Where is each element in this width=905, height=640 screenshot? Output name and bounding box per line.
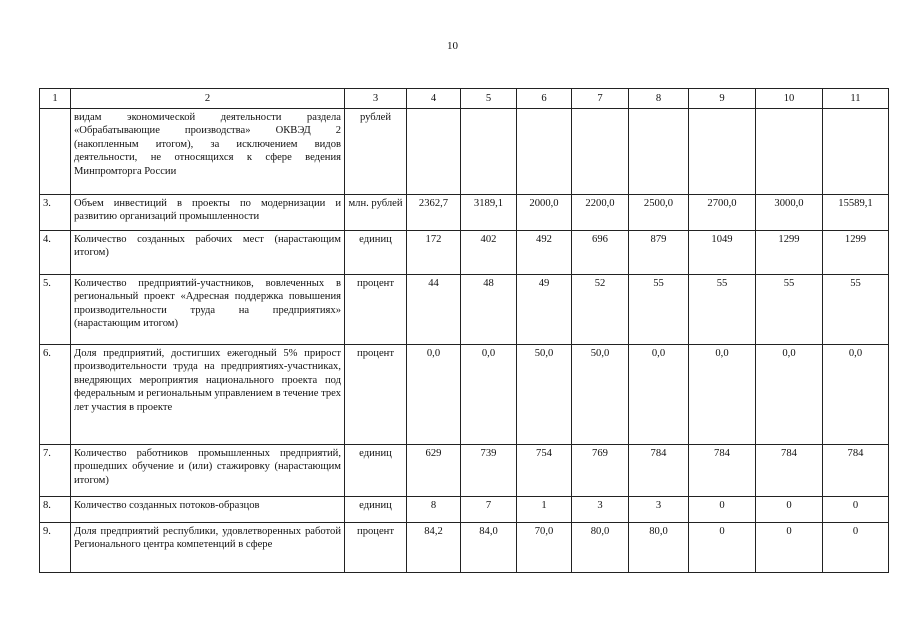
row-number: 9. bbox=[40, 523, 71, 573]
value-cell: 50,0 bbox=[572, 345, 629, 445]
value-cell bbox=[461, 109, 517, 195]
row-number: 3. bbox=[40, 195, 71, 231]
value-cell: 8 bbox=[407, 497, 461, 523]
value-cell: 696 bbox=[572, 231, 629, 275]
column-header: 1 bbox=[40, 89, 71, 109]
indicator-name: Количество созданных потоков-образцов bbox=[71, 497, 345, 523]
value-cell: 84,2 bbox=[407, 523, 461, 573]
column-header: 9 bbox=[689, 89, 756, 109]
value-cell: 7 bbox=[461, 497, 517, 523]
value-cell: 769 bbox=[572, 445, 629, 497]
value-cell: 492 bbox=[517, 231, 572, 275]
value-cell: 1299 bbox=[823, 231, 889, 275]
value-cell: 70,0 bbox=[517, 523, 572, 573]
table-row bbox=[40, 523, 889, 573]
table-row bbox=[40, 497, 889, 523]
value-cell bbox=[689, 109, 756, 195]
header-row bbox=[40, 89, 889, 109]
column-header: 8 bbox=[629, 89, 689, 109]
unit-cell: единиц bbox=[345, 231, 407, 275]
value-cell: 1299 bbox=[756, 231, 823, 275]
value-cell: 784 bbox=[689, 445, 756, 497]
column-header: 7 bbox=[572, 89, 629, 109]
column-header: 6 bbox=[517, 89, 572, 109]
value-cell: 879 bbox=[629, 231, 689, 275]
unit-cell: млн. рублей bbox=[345, 195, 407, 231]
value-cell: 55 bbox=[756, 275, 823, 345]
value-cell: 739 bbox=[461, 445, 517, 497]
value-cell: 0 bbox=[756, 497, 823, 523]
value-cell: 48 bbox=[461, 275, 517, 345]
value-cell: 1 bbox=[517, 497, 572, 523]
row-number: 8. bbox=[40, 497, 71, 523]
value-cell: 754 bbox=[517, 445, 572, 497]
unit-cell: единиц bbox=[345, 445, 407, 497]
value-cell bbox=[517, 109, 572, 195]
indicator-name: видам экономической деятельности раздела «Обрабатывающие производства» ОКВЭД 2 (накопленным итогом), за исключением видов деятельности, не относящихся к сфере ведения Минпромторга России bbox=[71, 109, 345, 195]
table-row bbox=[40, 109, 889, 195]
value-cell: 0 bbox=[823, 523, 889, 573]
value-cell bbox=[629, 109, 689, 195]
indicator-name: Доля предприятий, достигших ежегодный 5% прирост производительности труда на предприятиях-участниках, внедряющих мероприятия национального проекта под федеральным и региональным управлением в течение трех лет участия в проекте bbox=[71, 345, 345, 445]
unit-cell: рублей bbox=[345, 109, 407, 195]
value-cell: 50,0 bbox=[517, 345, 572, 445]
value-cell: 0,0 bbox=[823, 345, 889, 445]
value-cell: 0,0 bbox=[461, 345, 517, 445]
value-cell: 3 bbox=[572, 497, 629, 523]
value-cell: 784 bbox=[629, 445, 689, 497]
indicator-name: Количество предприятий-участников, вовлеченных в региональный проект «Адресная поддержка повышения производительности труда на предприятиях» (нарастающим итогом) bbox=[71, 275, 345, 345]
value-cell: 0,0 bbox=[407, 345, 461, 445]
value-cell: 0,0 bbox=[629, 345, 689, 445]
column-header: 4 bbox=[407, 89, 461, 109]
value-cell: 2700,0 bbox=[689, 195, 756, 231]
row-number: 7. bbox=[40, 445, 71, 497]
row-number: 6. bbox=[40, 345, 71, 445]
page-number: 10 bbox=[447, 40, 458, 52]
value-cell: 0,0 bbox=[689, 345, 756, 445]
value-cell: 0 bbox=[823, 497, 889, 523]
table-row bbox=[40, 345, 889, 445]
value-cell: 3 bbox=[629, 497, 689, 523]
value-cell bbox=[823, 109, 889, 195]
value-cell: 80,0 bbox=[629, 523, 689, 573]
unit-cell: единиц bbox=[345, 497, 407, 523]
column-header: 3 bbox=[345, 89, 407, 109]
table-row bbox=[40, 275, 889, 345]
value-cell: 55 bbox=[689, 275, 756, 345]
value-cell bbox=[572, 109, 629, 195]
value-cell: 0 bbox=[756, 523, 823, 573]
indicator-name: Количество работников промышленных предприятий, прошедших обучение и (или) стажировку (нарастающим итогом) bbox=[71, 445, 345, 497]
column-header: 2 bbox=[71, 89, 345, 109]
value-cell bbox=[756, 109, 823, 195]
value-cell: 2200,0 bbox=[572, 195, 629, 231]
unit-cell: процент bbox=[345, 345, 407, 445]
row-number: 4. bbox=[40, 231, 71, 275]
column-header: 11 bbox=[823, 89, 889, 109]
value-cell: 629 bbox=[407, 445, 461, 497]
value-cell: 2000,0 bbox=[517, 195, 572, 231]
value-cell: 1049 bbox=[689, 231, 756, 275]
value-cell: 49 bbox=[517, 275, 572, 345]
row-number: 5. bbox=[40, 275, 71, 345]
value-cell: 44 bbox=[407, 275, 461, 345]
indicator-name: Количество созданных рабочих мест (нарастающим итогом) bbox=[71, 231, 345, 275]
indicators-table bbox=[39, 88, 889, 573]
column-header: 10 bbox=[756, 89, 823, 109]
value-cell: 3189,1 bbox=[461, 195, 517, 231]
value-cell: 0 bbox=[689, 523, 756, 573]
value-cell: 15589,1 bbox=[823, 195, 889, 231]
indicator-name: Объем инвестиций в проекты по модернизации и развитию организаций промышленности bbox=[71, 195, 345, 231]
value-cell: 55 bbox=[629, 275, 689, 345]
table-row bbox=[40, 195, 889, 231]
value-cell bbox=[407, 109, 461, 195]
value-cell: 80,0 bbox=[572, 523, 629, 573]
indicator-name: Доля предприятий республики, удовлетворенных работой Регионального центра компетенций в сфере bbox=[71, 523, 345, 573]
value-cell: 402 bbox=[461, 231, 517, 275]
value-cell: 2500,0 bbox=[629, 195, 689, 231]
row-number bbox=[40, 109, 71, 195]
value-cell: 84,0 bbox=[461, 523, 517, 573]
value-cell: 52 bbox=[572, 275, 629, 345]
value-cell: 0 bbox=[689, 497, 756, 523]
value-cell: 784 bbox=[823, 445, 889, 497]
value-cell: 3000,0 bbox=[756, 195, 823, 231]
column-header: 5 bbox=[461, 89, 517, 109]
value-cell: 172 bbox=[407, 231, 461, 275]
value-cell: 0,0 bbox=[756, 345, 823, 445]
unit-cell: процент bbox=[345, 275, 407, 345]
unit-cell: процент bbox=[345, 523, 407, 573]
table-body bbox=[40, 109, 889, 573]
value-cell: 2362,7 bbox=[407, 195, 461, 231]
value-cell: 55 bbox=[823, 275, 889, 345]
value-cell: 784 bbox=[756, 445, 823, 497]
table-row bbox=[40, 231, 889, 275]
table-row bbox=[40, 445, 889, 497]
